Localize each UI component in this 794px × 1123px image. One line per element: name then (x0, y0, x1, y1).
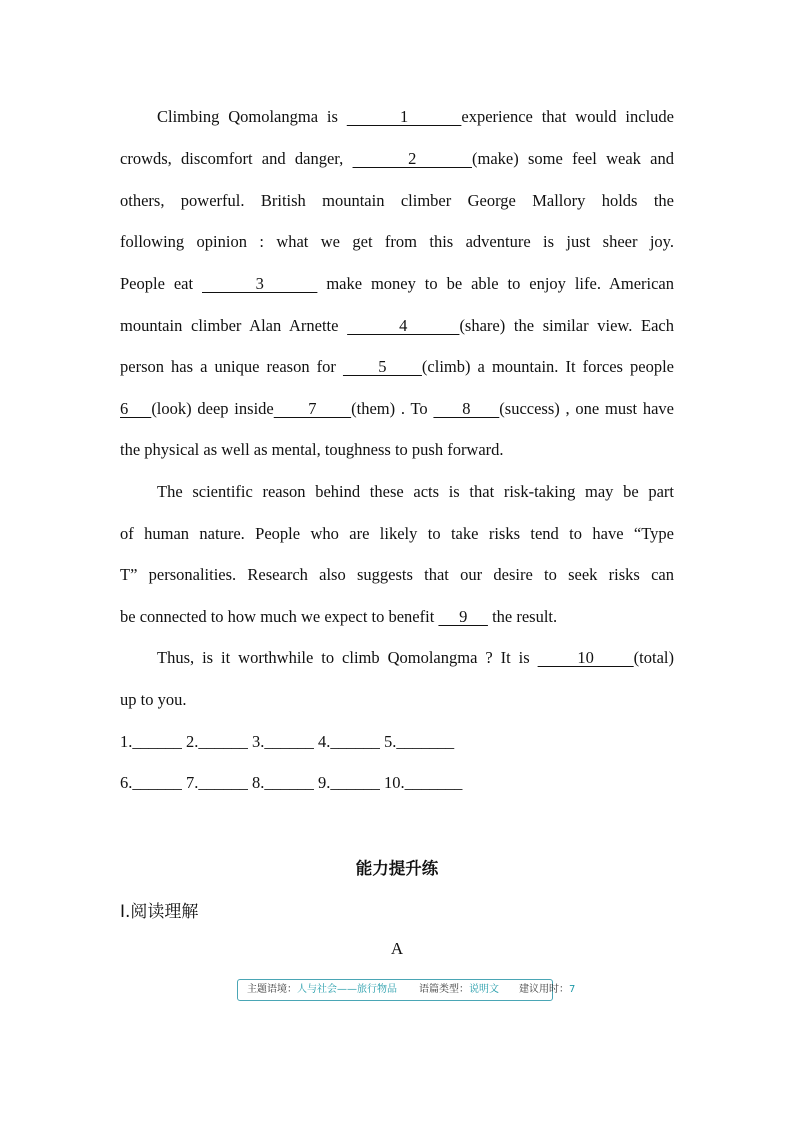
text: Thus, is it worthwhile to climb Qomolangma ? It is (157, 648, 538, 667)
text: Climbing Qomolangma is (157, 107, 347, 126)
text: crowds, discomfort and danger, (120, 149, 353, 168)
p2-line-1: The scientific reason behind these acts is that risk-taking may be part (157, 482, 674, 501)
blank-3[interactable]: 3 (202, 274, 318, 293)
time-label: 建议用时： (519, 984, 569, 995)
text: (make) some feel weak and (472, 149, 675, 168)
blank-1[interactable]: 1 (346, 107, 462, 126)
p2-line-2: of human nature. People who are likely to take risks tend to have “Type (120, 524, 674, 543)
text: the result. (487, 607, 558, 626)
theme-label: 主题语境： (247, 984, 297, 995)
p1-line-5 (120, 274, 674, 294)
blank-2[interactable]: 2 (352, 149, 473, 168)
info-box (237, 979, 576, 1001)
p1-line-6 (120, 316, 674, 336)
text: mountain climber Alan Arnette (120, 316, 348, 335)
answer-row-1[interactable]: 1.______ 2.______ 3.______ 4.______ 5._______ (120, 732, 455, 751)
text: People eat (120, 274, 202, 293)
text: (share) the similar view. Each (459, 316, 675, 335)
p1-line-3: others, powerful. British mountain climber George Mallory holds the (120, 191, 674, 210)
text: (total) (633, 648, 674, 667)
answer-row-2[interactable]: 6.______ 7.______ 8.______ 9.______ 10._______ (120, 773, 463, 792)
type-label: 语篇类型： (419, 984, 469, 995)
type-value: 说明文 (469, 984, 499, 995)
p2-line-4 (120, 607, 674, 627)
section-title: 能力提升练 (355, 859, 439, 878)
blank-8[interactable]: 8 (433, 399, 500, 418)
blank-6[interactable]: 6 (120, 399, 152, 418)
p1-line-4: following opinion : what we get from this adventure is just sheer joy. (120, 232, 674, 251)
text: (success) , one must have (499, 399, 675, 418)
blank-7[interactable]: 7 (273, 399, 352, 418)
time-value: 7 (569, 984, 576, 995)
blank-5[interactable]: 5 (342, 357, 422, 376)
text: experience that would include (461, 107, 674, 126)
text: (them) . To (351, 399, 434, 418)
p1-line-2 (120, 149, 674, 169)
text: make money to be able to enjoy life. American (317, 274, 675, 293)
blank-9[interactable]: 9 (438, 607, 488, 626)
p3-line-1 (157, 648, 674, 668)
p1-line-8 (120, 399, 674, 419)
blank-10[interactable]: 10 (537, 648, 634, 667)
text: person has a unique reason for (120, 357, 343, 376)
text: (look) deep inside (151, 399, 274, 418)
p2-line-3: T” personalities. Research also suggests that our desire to seek risks can (120, 565, 674, 584)
p1-line-1 (157, 107, 674, 127)
text: (climb) a mountain. It forces people (421, 357, 674, 376)
text: be connected to how much we expect to benefit (120, 607, 439, 626)
p1-line-7 (120, 357, 674, 377)
blank-4[interactable]: 4 (347, 316, 460, 335)
passage-label: A (390, 939, 404, 958)
part-title: Ⅰ.阅读理解 (120, 902, 199, 922)
theme-value: 人与社会——旅行物品 (297, 984, 397, 995)
p3-line-2: up to you. (120, 690, 187, 709)
p1-line-9: the physical as well as mental, toughness to push forward. (120, 440, 504, 459)
